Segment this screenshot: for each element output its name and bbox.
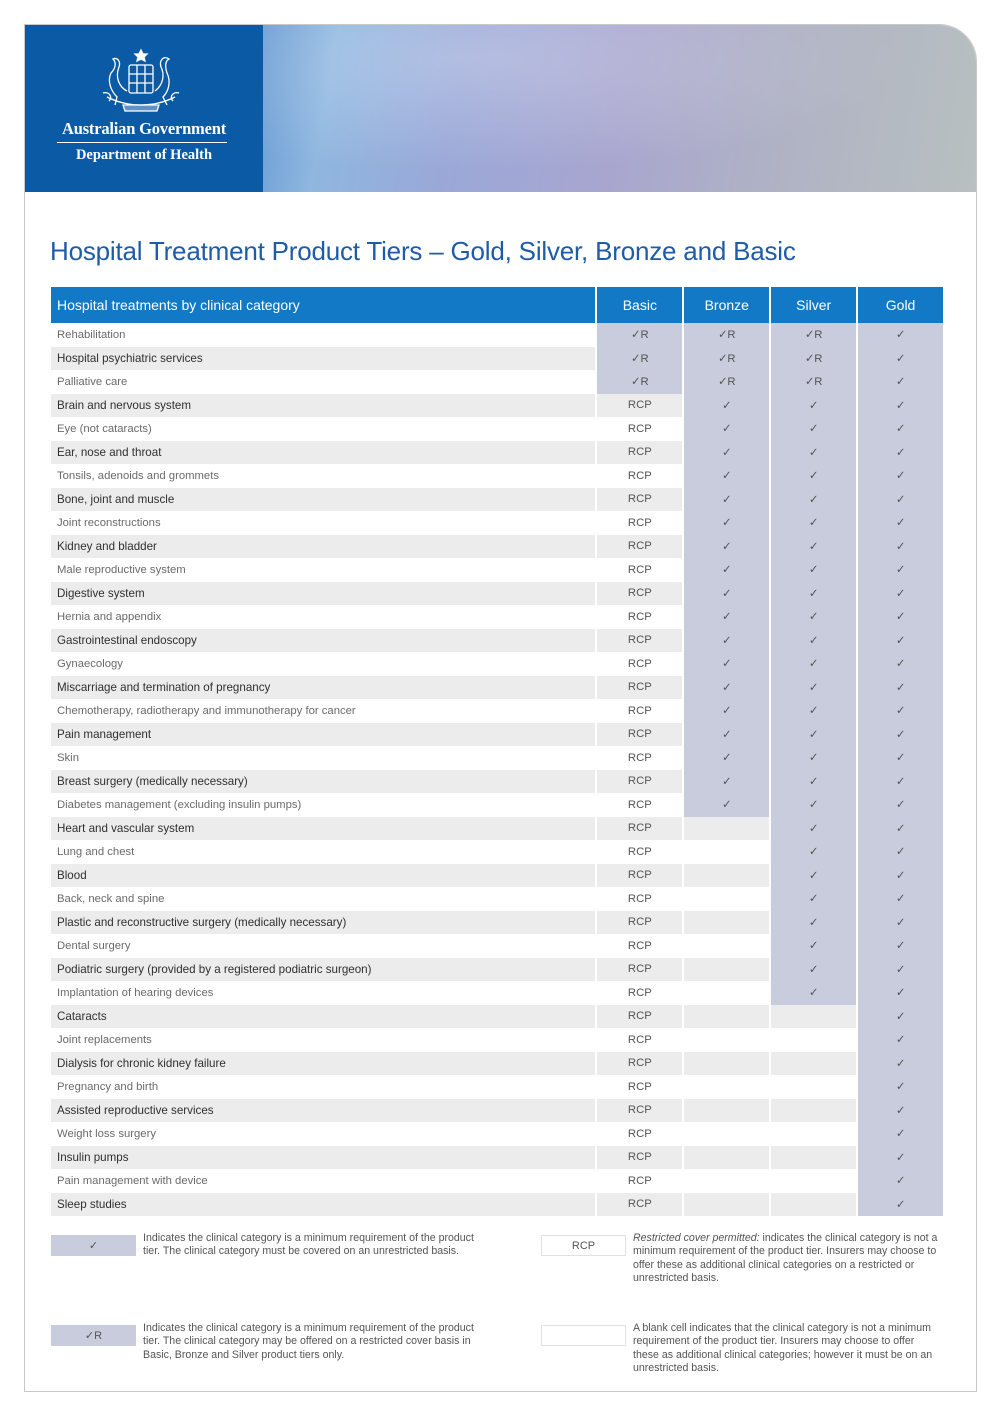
tier-cell-silver bbox=[771, 1099, 856, 1123]
tier-cell-bronze bbox=[684, 840, 769, 864]
clinical-category-name: Plastic and reconstructive surgery (medically necessary) bbox=[51, 911, 595, 935]
tier-cell-basic: RCP bbox=[597, 1099, 682, 1123]
tier-cell-gold: ✓ bbox=[858, 1005, 943, 1029]
divider bbox=[57, 142, 227, 143]
tier-cell-bronze: ✓R bbox=[684, 370, 769, 394]
tier-cell-gold: ✓ bbox=[858, 1052, 943, 1076]
table-body bbox=[51, 323, 943, 1216]
tier-cell-gold: ✓ bbox=[858, 676, 943, 700]
clinical-category-name: Pain management bbox=[51, 723, 595, 747]
tier-cell-silver: ✓ bbox=[771, 511, 856, 535]
table-header-row bbox=[51, 287, 943, 323]
tier-cell-gold: ✓ bbox=[858, 958, 943, 982]
tier-cell-gold: ✓ bbox=[858, 934, 943, 958]
legend-check-r-swatch: ✓R bbox=[51, 1325, 136, 1346]
column-header-category: Hospital treatments by clinical category bbox=[51, 287, 595, 323]
tier-cell-silver: ✓ bbox=[771, 676, 856, 700]
government-name: Australian Government bbox=[62, 119, 226, 138]
tier-cell-gold: ✓ bbox=[858, 817, 943, 841]
table-row bbox=[51, 911, 943, 935]
tier-cell-bronze bbox=[684, 981, 769, 1005]
table-row bbox=[51, 394, 943, 418]
tier-cell-bronze bbox=[684, 1052, 769, 1076]
tier-cell-silver: ✓ bbox=[771, 535, 856, 559]
tier-cell-bronze: ✓ bbox=[684, 605, 769, 629]
department-name: Department of Health bbox=[75, 147, 213, 163]
tier-cell-bronze bbox=[684, 958, 769, 982]
tier-cell-bronze: ✓ bbox=[684, 652, 769, 676]
tier-cell-gold: ✓ bbox=[858, 441, 943, 465]
tier-cell-basic: RCP bbox=[597, 864, 682, 888]
tier-cell-basic: RCP bbox=[597, 441, 682, 465]
clinical-category-name: Lung and chest bbox=[51, 840, 595, 864]
tier-cell-silver: ✓ bbox=[771, 629, 856, 653]
clinical-category-name: Sleep studies bbox=[51, 1193, 595, 1217]
tier-cell-basic: RCP bbox=[597, 1122, 682, 1146]
clinical-category-name: Gynaecology bbox=[51, 652, 595, 676]
tier-cell-basic: RCP bbox=[597, 511, 682, 535]
tier-cell-silver: ✓ bbox=[771, 723, 856, 747]
tier-cell-silver: ✓ bbox=[771, 441, 856, 465]
tier-cell-basic: RCP bbox=[597, 629, 682, 653]
clinical-category-name: Hospital psychiatric services bbox=[51, 347, 595, 371]
tier-cell-bronze: ✓ bbox=[684, 417, 769, 441]
tier-cell-silver: ✓ bbox=[771, 394, 856, 418]
clinical-category-name: Breast surgery (medically necessary) bbox=[51, 770, 595, 794]
tier-cell-bronze bbox=[684, 1099, 769, 1123]
tier-cell-gold: ✓ bbox=[858, 464, 943, 488]
legend-check-text: Indicates the clinical category is a minimum requirement of the product tier. The clinical category must be covered on an unrestricted basis. bbox=[143, 1232, 474, 1258]
tier-cell-silver: ✓ bbox=[771, 605, 856, 629]
clinical-category-name: Diabetes management (excluding insulin pumps) bbox=[51, 793, 595, 817]
clinical-category-name: Dialysis for chronic kidney failure bbox=[51, 1052, 595, 1076]
tier-cell-silver bbox=[771, 1169, 856, 1193]
tier-cell-gold: ✓ bbox=[858, 1075, 943, 1099]
tier-cell-bronze bbox=[684, 911, 769, 935]
tier-cell-basic: RCP bbox=[597, 535, 682, 559]
tier-cell-gold: ✓ bbox=[858, 558, 943, 582]
tier-cell-bronze: ✓ bbox=[684, 441, 769, 465]
tier-cell-basic: RCP bbox=[597, 793, 682, 817]
clinical-category-name: Palliative care bbox=[51, 370, 595, 394]
clinical-category-name: Heart and vascular system bbox=[51, 817, 595, 841]
table-row bbox=[51, 370, 943, 394]
government-logo-block bbox=[25, 25, 263, 192]
tier-cell-gold: ✓ bbox=[858, 864, 943, 888]
tier-cell-basic: RCP bbox=[597, 1075, 682, 1099]
tier-cell-silver bbox=[771, 1005, 856, 1029]
tier-cell-bronze: ✓ bbox=[684, 582, 769, 606]
tier-cell-bronze: ✓ bbox=[684, 488, 769, 512]
tier-cell-bronze: ✓ bbox=[684, 629, 769, 653]
table-row bbox=[51, 1193, 943, 1217]
tier-cell-bronze: ✓ bbox=[684, 770, 769, 794]
tier-cell-basic: RCP bbox=[597, 934, 682, 958]
tier-cell-silver: ✓ bbox=[771, 746, 856, 770]
tier-cell-gold: ✓ bbox=[858, 370, 943, 394]
tier-cell-gold: ✓ bbox=[858, 347, 943, 371]
clinical-category-name: Hernia and appendix bbox=[51, 605, 595, 629]
clinical-category-name: Podiatric surgery (provided by a registered podiatric surgeon) bbox=[51, 958, 595, 982]
clinical-category-name: Digestive system bbox=[51, 582, 595, 606]
tier-cell-gold: ✓ bbox=[858, 746, 943, 770]
tier-cell-bronze: ✓ bbox=[684, 793, 769, 817]
tier-cell-gold: ✓ bbox=[858, 911, 943, 935]
tier-cell-bronze bbox=[684, 1146, 769, 1170]
tier-cell-basic: ✓R bbox=[597, 370, 682, 394]
tier-cell-silver: ✓ bbox=[771, 887, 856, 911]
tier-cell-gold: ✓ bbox=[858, 511, 943, 535]
clinical-category-name: Tonsils, adenoids and grommets bbox=[51, 464, 595, 488]
table-row bbox=[51, 676, 943, 700]
tier-cell-silver bbox=[771, 1146, 856, 1170]
tier-cell-basic: RCP bbox=[597, 981, 682, 1005]
tier-cell-silver: ✓ bbox=[771, 817, 856, 841]
table-row bbox=[51, 464, 943, 488]
tier-cell-bronze: ✓ bbox=[684, 464, 769, 488]
tier-cell-bronze: ✓ bbox=[684, 676, 769, 700]
tier-cell-silver bbox=[771, 1028, 856, 1052]
tier-cell-bronze bbox=[684, 1005, 769, 1029]
clinical-category-name: Weight loss surgery bbox=[51, 1122, 595, 1146]
legend-rcp-text bbox=[633, 1232, 943, 1286]
tier-cell-silver: ✓ bbox=[771, 934, 856, 958]
tier-cell-silver: ✓ bbox=[771, 652, 856, 676]
clinical-category-name: Joint replacements bbox=[51, 1028, 595, 1052]
tier-cell-bronze bbox=[684, 934, 769, 958]
table-row bbox=[51, 934, 943, 958]
tier-cell-bronze: ✓ bbox=[684, 699, 769, 723]
tier-cell-silver: ✓ bbox=[771, 699, 856, 723]
tier-cell-basic: RCP bbox=[597, 1005, 682, 1029]
table-row bbox=[51, 558, 943, 582]
tier-cell-bronze bbox=[684, 817, 769, 841]
table-row bbox=[51, 582, 943, 606]
tier-cell-bronze: ✓ bbox=[684, 746, 769, 770]
tier-cell-silver: ✓ bbox=[771, 958, 856, 982]
tier-cell-gold: ✓ bbox=[858, 1028, 943, 1052]
table-row bbox=[51, 1052, 943, 1076]
tier-cell-basic: RCP bbox=[597, 394, 682, 418]
tier-cell-gold: ✓ bbox=[858, 1122, 943, 1146]
tier-cell-gold: ✓ bbox=[858, 1193, 943, 1217]
tier-cell-silver: ✓R bbox=[771, 347, 856, 371]
tier-cell-gold: ✓ bbox=[858, 770, 943, 794]
clinical-category-name: Chemotherapy, radiotherapy and immunotherapy for cancer bbox=[51, 699, 595, 723]
tier-cell-gold: ✓ bbox=[858, 535, 943, 559]
tier-cell-silver: ✓ bbox=[771, 840, 856, 864]
tier-cell-basic: RCP bbox=[597, 958, 682, 982]
clinical-category-name: Miscarriage and termination of pregnancy bbox=[51, 676, 595, 700]
tier-cell-silver: ✓ bbox=[771, 981, 856, 1005]
page-title: Hospital Treatment Product Tiers – Gold, Silver, Bronze and Basic bbox=[50, 236, 796, 266]
tier-cell-gold: ✓ bbox=[858, 1169, 943, 1193]
table-row bbox=[51, 1005, 943, 1029]
tier-cell-bronze bbox=[684, 1075, 769, 1099]
document-page bbox=[24, 24, 977, 1392]
tier-cell-basic: RCP bbox=[597, 605, 682, 629]
legend-check-r-text: Indicates the clinical category is a minimum requirement of the product tier. The clinical category may be offered on a restricted cover basis in Basic, Bronze and Silver product tiers only. bbox=[143, 1322, 474, 1361]
tier-cell-bronze: ✓ bbox=[684, 723, 769, 747]
tier-cell-gold: ✓ bbox=[858, 582, 943, 606]
tier-cell-bronze bbox=[684, 1169, 769, 1193]
table-row bbox=[51, 746, 943, 770]
clinical-category-name: Ear, nose and throat bbox=[51, 441, 595, 465]
tier-cell-basic: RCP bbox=[597, 1193, 682, 1217]
table-row bbox=[51, 535, 943, 559]
tier-cell-gold: ✓ bbox=[858, 323, 943, 347]
clinical-category-name: Pregnancy and birth bbox=[51, 1075, 595, 1099]
tier-cell-gold: ✓ bbox=[858, 1099, 943, 1123]
clinical-category-name: Dental surgery bbox=[51, 934, 595, 958]
tier-cell-bronze: ✓ bbox=[684, 511, 769, 535]
table-row bbox=[51, 1099, 943, 1123]
tier-cell-gold: ✓ bbox=[858, 488, 943, 512]
tier-cell-basic: RCP bbox=[597, 1146, 682, 1170]
clinical-category-name: Blood bbox=[51, 864, 595, 888]
clinical-category-name: Pain management with device bbox=[51, 1169, 595, 1193]
tier-cell-basic: RCP bbox=[597, 1028, 682, 1052]
table-row bbox=[51, 840, 943, 864]
tier-cell-silver bbox=[771, 1052, 856, 1076]
legend-rcp-body: indicates the clinical category is not a minimum requirement of the product tier. Insurers may choose to offer these as additional clinical categories on a restricted or unrestricted basis. bbox=[633, 1232, 938, 1285]
column-header-silver: Silver bbox=[771, 287, 856, 323]
column-header-gold: Gold bbox=[858, 287, 943, 323]
column-header-basic: Basic bbox=[597, 287, 682, 323]
clinical-category-name: Male reproductive system bbox=[51, 558, 595, 582]
column-header-bronze: Bronze bbox=[684, 287, 769, 323]
clinical-category-name: Rehabilitation bbox=[51, 323, 595, 347]
clinical-category-name: Cataracts bbox=[51, 1005, 595, 1029]
table-row bbox=[51, 770, 943, 794]
tier-cell-silver: ✓R bbox=[771, 323, 856, 347]
legend-check-swatch: ✓ bbox=[51, 1235, 136, 1256]
tier-cell-gold: ✓ bbox=[858, 629, 943, 653]
tier-cell-gold: ✓ bbox=[858, 840, 943, 864]
table-row bbox=[51, 605, 943, 629]
legend-rcp-swatch: RCP bbox=[541, 1235, 626, 1256]
table-row bbox=[51, 723, 943, 747]
table-row bbox=[51, 817, 943, 841]
tier-cell-basic: RCP bbox=[597, 723, 682, 747]
tier-cell-gold: ✓ bbox=[858, 723, 943, 747]
tier-cell-silver: ✓ bbox=[771, 793, 856, 817]
tier-cell-basic: ✓R bbox=[597, 347, 682, 371]
tier-cell-bronze: ✓R bbox=[684, 323, 769, 347]
clinical-category-name: Bone, joint and muscle bbox=[51, 488, 595, 512]
clinical-category-name: Brain and nervous system bbox=[51, 394, 595, 418]
tier-cell-bronze bbox=[684, 887, 769, 911]
tier-cell-basic: RCP bbox=[597, 582, 682, 606]
table-row bbox=[51, 511, 943, 535]
clinical-category-name: Insulin pumps bbox=[51, 1146, 595, 1170]
tier-cell-basic: RCP bbox=[597, 840, 682, 864]
tier-cell-gold: ✓ bbox=[858, 1146, 943, 1170]
tier-cell-silver: ✓ bbox=[771, 911, 856, 935]
tier-cell-silver bbox=[771, 1193, 856, 1217]
legend-blank-text: A blank cell indicates that the clinical category is not a minimum requirement of the product tier. Insurers may choose to offer these as additional clinical categories; however it must be on an unrestricted basis. bbox=[633, 1322, 933, 1375]
tier-cell-bronze bbox=[684, 1193, 769, 1217]
tier-cell-silver: ✓ bbox=[771, 488, 856, 512]
tier-cell-silver: ✓ bbox=[771, 417, 856, 441]
table-row bbox=[51, 699, 943, 723]
tier-cell-basic: RCP bbox=[597, 887, 682, 911]
table-row bbox=[51, 1028, 943, 1052]
tier-cell-bronze bbox=[684, 1122, 769, 1146]
coat-of-arms-icon bbox=[95, 47, 187, 119]
tier-cell-basic: RCP bbox=[597, 746, 682, 770]
tier-cell-silver: ✓ bbox=[771, 864, 856, 888]
table-row bbox=[51, 441, 943, 465]
table-row bbox=[51, 652, 943, 676]
clinical-category-name: Joint reconstructions bbox=[51, 511, 595, 535]
clinical-category-name: Back, neck and spine bbox=[51, 887, 595, 911]
table-row bbox=[51, 958, 943, 982]
tier-cell-gold: ✓ bbox=[858, 793, 943, 817]
clinical-category-name: Implantation of hearing devices bbox=[51, 981, 595, 1005]
legend-rcp-italic: Restricted cover permitted: bbox=[633, 1232, 760, 1244]
tier-cell-bronze: ✓ bbox=[684, 394, 769, 418]
tier-cell-silver: ✓R bbox=[771, 370, 856, 394]
tier-cell-gold: ✓ bbox=[858, 417, 943, 441]
tier-cell-basic: RCP bbox=[597, 1052, 682, 1076]
legend-blank-swatch bbox=[541, 1325, 626, 1346]
product-tiers-table bbox=[51, 287, 943, 1216]
table-row bbox=[51, 1169, 943, 1193]
tier-cell-gold: ✓ bbox=[858, 981, 943, 1005]
tier-cell-gold: ✓ bbox=[858, 605, 943, 629]
tier-cell-basic: RCP bbox=[597, 652, 682, 676]
clinical-category-name: Gastrointestinal endoscopy bbox=[51, 629, 595, 653]
tier-cell-basic: RCP bbox=[597, 770, 682, 794]
tier-cell-bronze: ✓ bbox=[684, 535, 769, 559]
tier-cell-bronze: ✓ bbox=[684, 558, 769, 582]
tier-cell-gold: ✓ bbox=[858, 652, 943, 676]
tier-cell-gold: ✓ bbox=[858, 887, 943, 911]
tier-cell-basic: RCP bbox=[597, 558, 682, 582]
tier-cell-basic: RCP bbox=[597, 417, 682, 441]
table-row bbox=[51, 864, 943, 888]
tier-cell-silver: ✓ bbox=[771, 770, 856, 794]
table-row bbox=[51, 323, 943, 347]
tier-cell-basic: RCP bbox=[597, 488, 682, 512]
tier-cell-bronze bbox=[684, 864, 769, 888]
table-row bbox=[51, 629, 943, 653]
table-row bbox=[51, 417, 943, 441]
tier-cell-basic: ✓R bbox=[597, 323, 682, 347]
tier-cell-bronze: ✓R bbox=[684, 347, 769, 371]
tier-cell-silver bbox=[771, 1122, 856, 1146]
table-row bbox=[51, 1146, 943, 1170]
tier-cell-silver: ✓ bbox=[771, 464, 856, 488]
tier-cell-basic: RCP bbox=[597, 1169, 682, 1193]
table-row bbox=[51, 887, 943, 911]
tier-cell-silver: ✓ bbox=[771, 582, 856, 606]
tier-cell-basic: RCP bbox=[597, 911, 682, 935]
tier-cell-basic: RCP bbox=[597, 699, 682, 723]
tier-cell-basic: RCP bbox=[597, 676, 682, 700]
table-row bbox=[51, 488, 943, 512]
table-row bbox=[51, 793, 943, 817]
clinical-category-name: Skin bbox=[51, 746, 595, 770]
tier-cell-bronze bbox=[684, 1028, 769, 1052]
tier-cell-silver bbox=[771, 1075, 856, 1099]
table-row bbox=[51, 1075, 943, 1099]
tier-cell-basic: RCP bbox=[597, 817, 682, 841]
clinical-category-name: Assisted reproductive services bbox=[51, 1099, 595, 1123]
tier-cell-basic: RCP bbox=[597, 464, 682, 488]
clinical-category-name: Kidney and bladder bbox=[51, 535, 595, 559]
tier-cell-gold: ✓ bbox=[858, 699, 943, 723]
table-row bbox=[51, 981, 943, 1005]
tier-cell-silver: ✓ bbox=[771, 558, 856, 582]
table-row bbox=[51, 1122, 943, 1146]
table-row bbox=[51, 347, 943, 371]
clinical-category-name: Eye (not cataracts) bbox=[51, 417, 595, 441]
tier-cell-gold: ✓ bbox=[858, 394, 943, 418]
